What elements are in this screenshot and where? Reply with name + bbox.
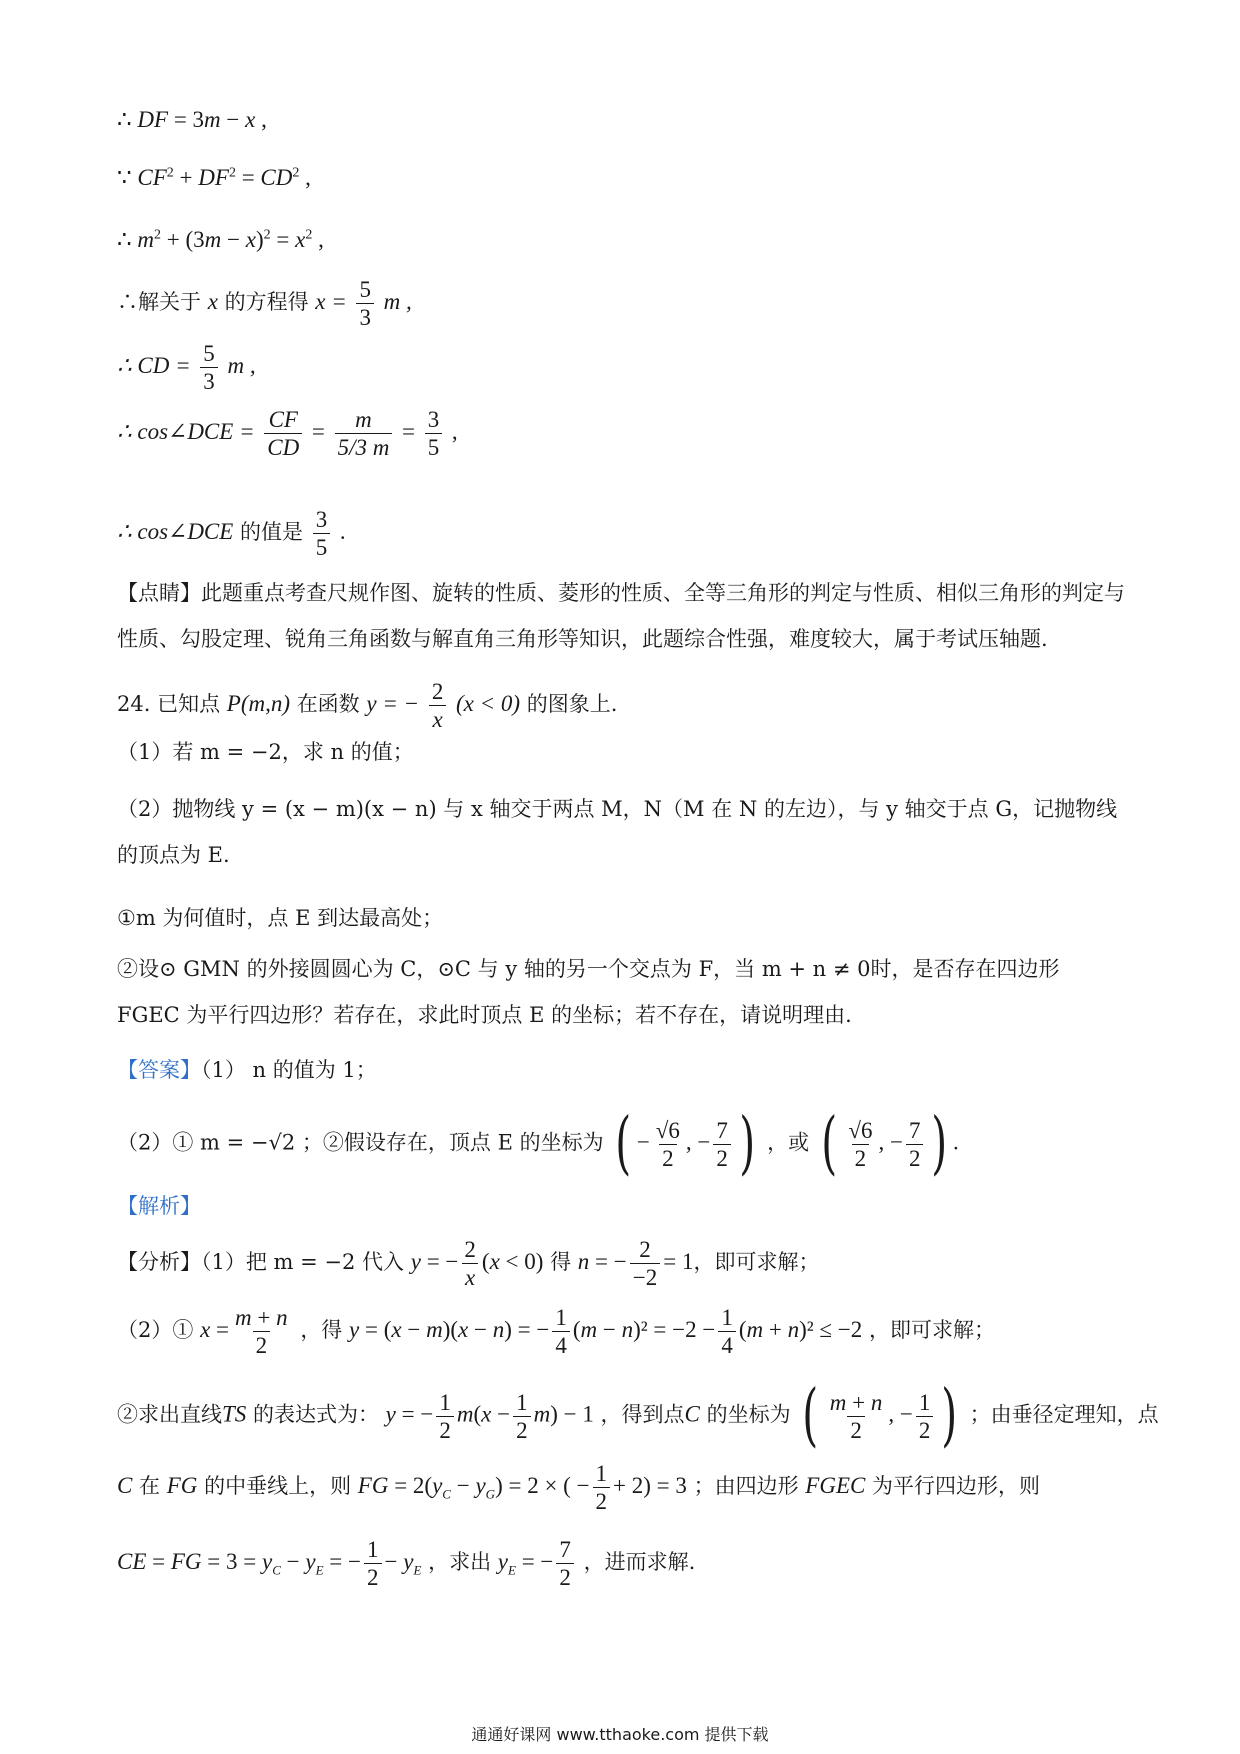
line-equation: ∴ $m^2 + (3m - x)^2 = x^2$ , — [117, 227, 324, 252]
analysis-line-3: ②求出直线TS 的表达式为： y = − $\frac{1}{2}$ m(x − $\frac{1}{2}$ m) − 1 ，得到点C 的坐标为 ( $\frac{m + n}{2}$ , − $\frac{1}{2}$ ) ；由垂径定理知，点 — [117, 1376, 1159, 1455]
line-cos-calc: ∴ cos∠DCE = $\frac{CF}{CD}$ = $\frac{m}{5/3 m}$ = $\frac{3}{5}$ , — [117, 407, 458, 460]
dianjing-paragraph: 【点睛】此题重点考查尺规作图、旋转的性质、菱形的性质、全等三角形的判定与性质、相似三角形的判定与性质、勾股定理、锐角三角函数与解直角三角形等知识，此题综合性强，难度较大，属于考试压轴题. — [117, 581, 1125, 651]
line-pythagoras: ∵ $CF^2 + DF^2 = CD^2$ , — [117, 165, 311, 190]
question-24-part2a: ①m 为何值时，点 E 到达最高处； — [117, 906, 444, 930]
line-cos-value: ∴ cos∠DCE 的值是 $\frac{3}{5}$ . — [117, 507, 346, 560]
answer-tag: 【答案】 — [117, 1058, 201, 1082]
line-solve-x: ∴解关于 x 的方程得 x = $\frac{5}{3}$ m , — [117, 277, 412, 330]
question-24-part2: （2）抛物线 y = (x − m)(x − n) 与 x 轴交于两点 M，N（M 在 N 的左边），与 y 轴交于点 G，记抛物线的顶点为 E. — [117, 797, 1118, 867]
question-24-part1: （1）若 m = −2，求 n 的值； — [117, 740, 414, 764]
analysis-line-5: CE = FG = $3 = y_C - y_E$ = − $\frac{1}{2}$ − $y_E$ ，求出 $y_E$ = − $\frac{7}{2}$ ，进而求解. — [117, 1537, 696, 1590]
page-footer: 通通好课网 www.tthaoke.com 提供下载 — [471, 1725, 769, 1744]
analysis-line-2: （2）① x = $\frac{m + n}{2}$ ，得 y = (x − m)(x − n) = − $\frac{1}{4}$ (m − n)² = −2 − $\frac{1}{4}$ (m + n)² ≤ −2 ，即可求解； — [117, 1305, 995, 1358]
question-24: 24. 已知点 P(m,n) 在函数 y = − $\frac{2}{x}$ (x < 0) 的图象上. — [117, 679, 618, 732]
question-24-part2b: ②设⊙ GMN 的外接圆圆心为 C，⊙C 与 y 轴的另一个交点为 F，当 m + n ≠ 0时，是否存在四边形 FGEC 为平行四边形？若存在，求此时顶点 E 的坐标；若不存在，请说明理由. — [117, 957, 1060, 1027]
line-df: ∴ DF = 3m − x , — [117, 107, 267, 132]
jiexi-tag: 【解析】 — [117, 1194, 201, 1218]
analysis-line-4: C 在 FG 的中垂线上，则 FG = $2(y_C - y_G) = 2$ × ( − $\frac{1}{2}$ + 2) = 3 ；由四边形 FGEC 为平行四边形，则 — [117, 1461, 1041, 1514]
line-cd: ∴ CD = $\frac{5}{3}$ m , — [117, 341, 256, 394]
answer-line-1: 【答案】（1） n 的值为 1； — [117, 1058, 377, 1082]
analysis-line-1: 【分析】（1）把 m = −2 代入 y = − $\frac{2}{x}$ (x < 0) 得 n = − $\frac{2}{-2}$ = 1，即可求解； — [117, 1237, 820, 1290]
answer-line-2: （2）① m = −√2 ；②假设存在，顶点 E 的坐标为 ( − $\frac{√6}{2}$ , − $\frac{7}{2}$ ) ，或 ( $\frac{√6}{2}$ , − $\frac{7}{2}$ ) . — [117, 1104, 959, 1183]
